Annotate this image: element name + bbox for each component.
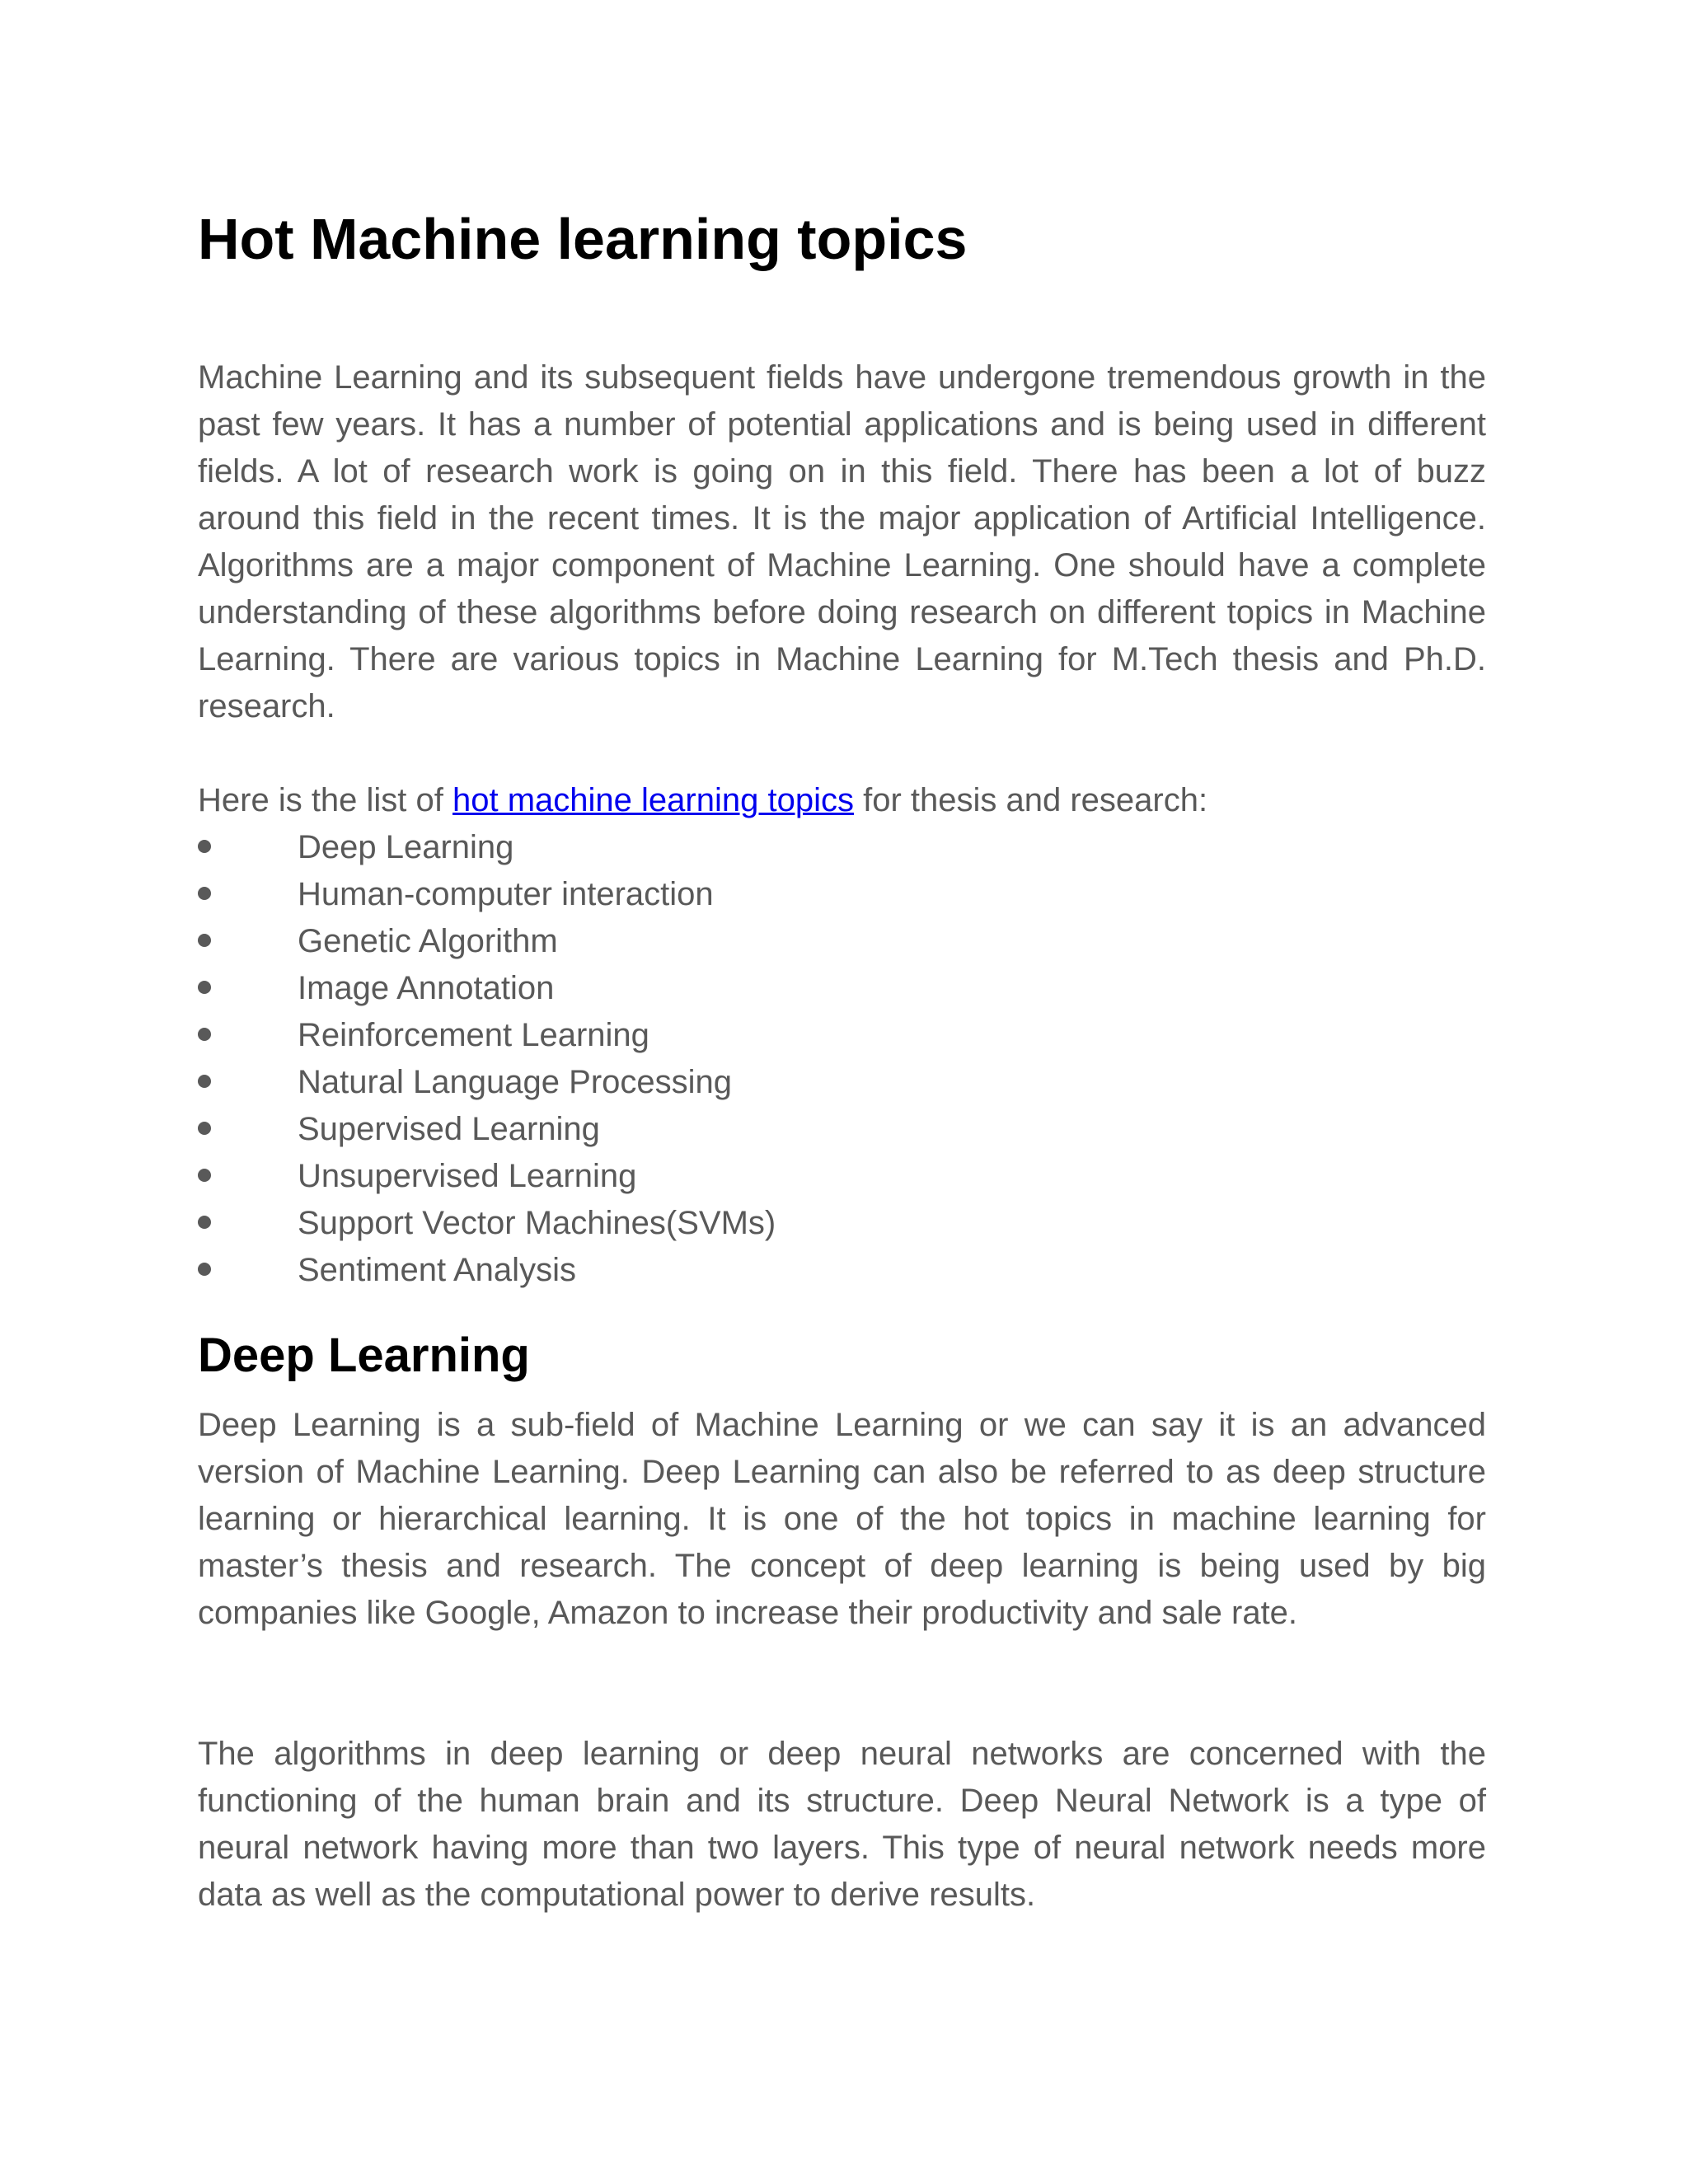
list-item — [198, 1153, 776, 1200]
list-intro — [198, 777, 1486, 824]
list-item-label: Deep Learning — [298, 829, 514, 865]
list-intro-suffix: for thesis and research: — [853, 782, 1208, 818]
hot-topics-link[interactable]: hot machine learning topics — [452, 782, 854, 818]
deep-learning-paragraph-1: Deep Learning is a sub-field of Machine Learning or we can say it is an advanced version of Machine Learning. Deep Learning can also be referred to as deep structure learning or hierarchical learning. It is one of the hot topics in machine learning for master’s thesis and research. The concept of deep learning is being used by big companies like Google, Amazon to increase their productivity and sale rate. — [198, 1407, 1486, 1631]
bullet-icon — [198, 887, 211, 900]
list-item-label: Support Vector Machines(SVMs) — [298, 1205, 776, 1241]
list-item-label: Unsupervised Learning — [298, 1158, 637, 1194]
list-item — [198, 1200, 776, 1247]
bullet-icon — [198, 1169, 211, 1182]
list-item-label: Reinforcement Learning — [298, 1017, 649, 1053]
section-heading-deep-learning: Deep Learning — [198, 1329, 530, 1382]
list-item — [198, 1247, 776, 1294]
list-item — [198, 965, 776, 1012]
deep-learning-paragraph-2: The algorithms in deep learning or deep neural networks are concerned with the functioning of the human brain and its structure. Deep Neural Network is a type of neural network having more than two layers. This type of neural network needs more data as well as the computational power to derive results. — [198, 1736, 1486, 1913]
list-item-label: Natural Language Processing — [298, 1064, 733, 1100]
intro-paragraph: Machine Learning and its subsequent fields have undergone tremendous growth in the past few years. It has a number of potential applications and is being used in different fields. A lot of research work is going on in this field. There has been a lot of buzz around this field in the recent times. It is the major application of Artificial Intelligence. Algorithms are a major component of Machine Learning. One should have a complete understanding of these algorithms before doing research on different topics in Machine Learning. There are various topics in Machine Learning for M.Tech thesis and Ph.D. research. — [198, 359, 1486, 724]
bullet-icon — [198, 1028, 211, 1041]
bullet-icon — [198, 1216, 211, 1229]
list-item — [198, 824, 776, 871]
bullet-icon — [198, 981, 211, 994]
page-title: Hot Machine learning topics — [198, 207, 968, 271]
list-item-label: Genetic Algorithm — [298, 923, 558, 959]
list-item — [198, 1059, 776, 1106]
list-item — [198, 1012, 776, 1059]
list-item-label: Image Annotation — [298, 970, 555, 1006]
bullet-icon — [198, 1075, 211, 1088]
list-item-label: Supervised Learning — [298, 1111, 600, 1147]
bullet-icon — [198, 1122, 211, 1135]
list-intro-prefix: Here is the list of — [198, 782, 453, 818]
bullet-icon — [198, 1263, 211, 1276]
bullet-icon — [198, 934, 211, 947]
list-item — [198, 1106, 776, 1153]
list-item-label: Human-computer interaction — [298, 876, 714, 912]
topics-list — [198, 824, 776, 1294]
list-item-label: Sentiment Analysis — [298, 1252, 576, 1288]
list-item — [198, 918, 776, 965]
list-item — [198, 871, 776, 918]
bullet-icon — [198, 840, 211, 853]
